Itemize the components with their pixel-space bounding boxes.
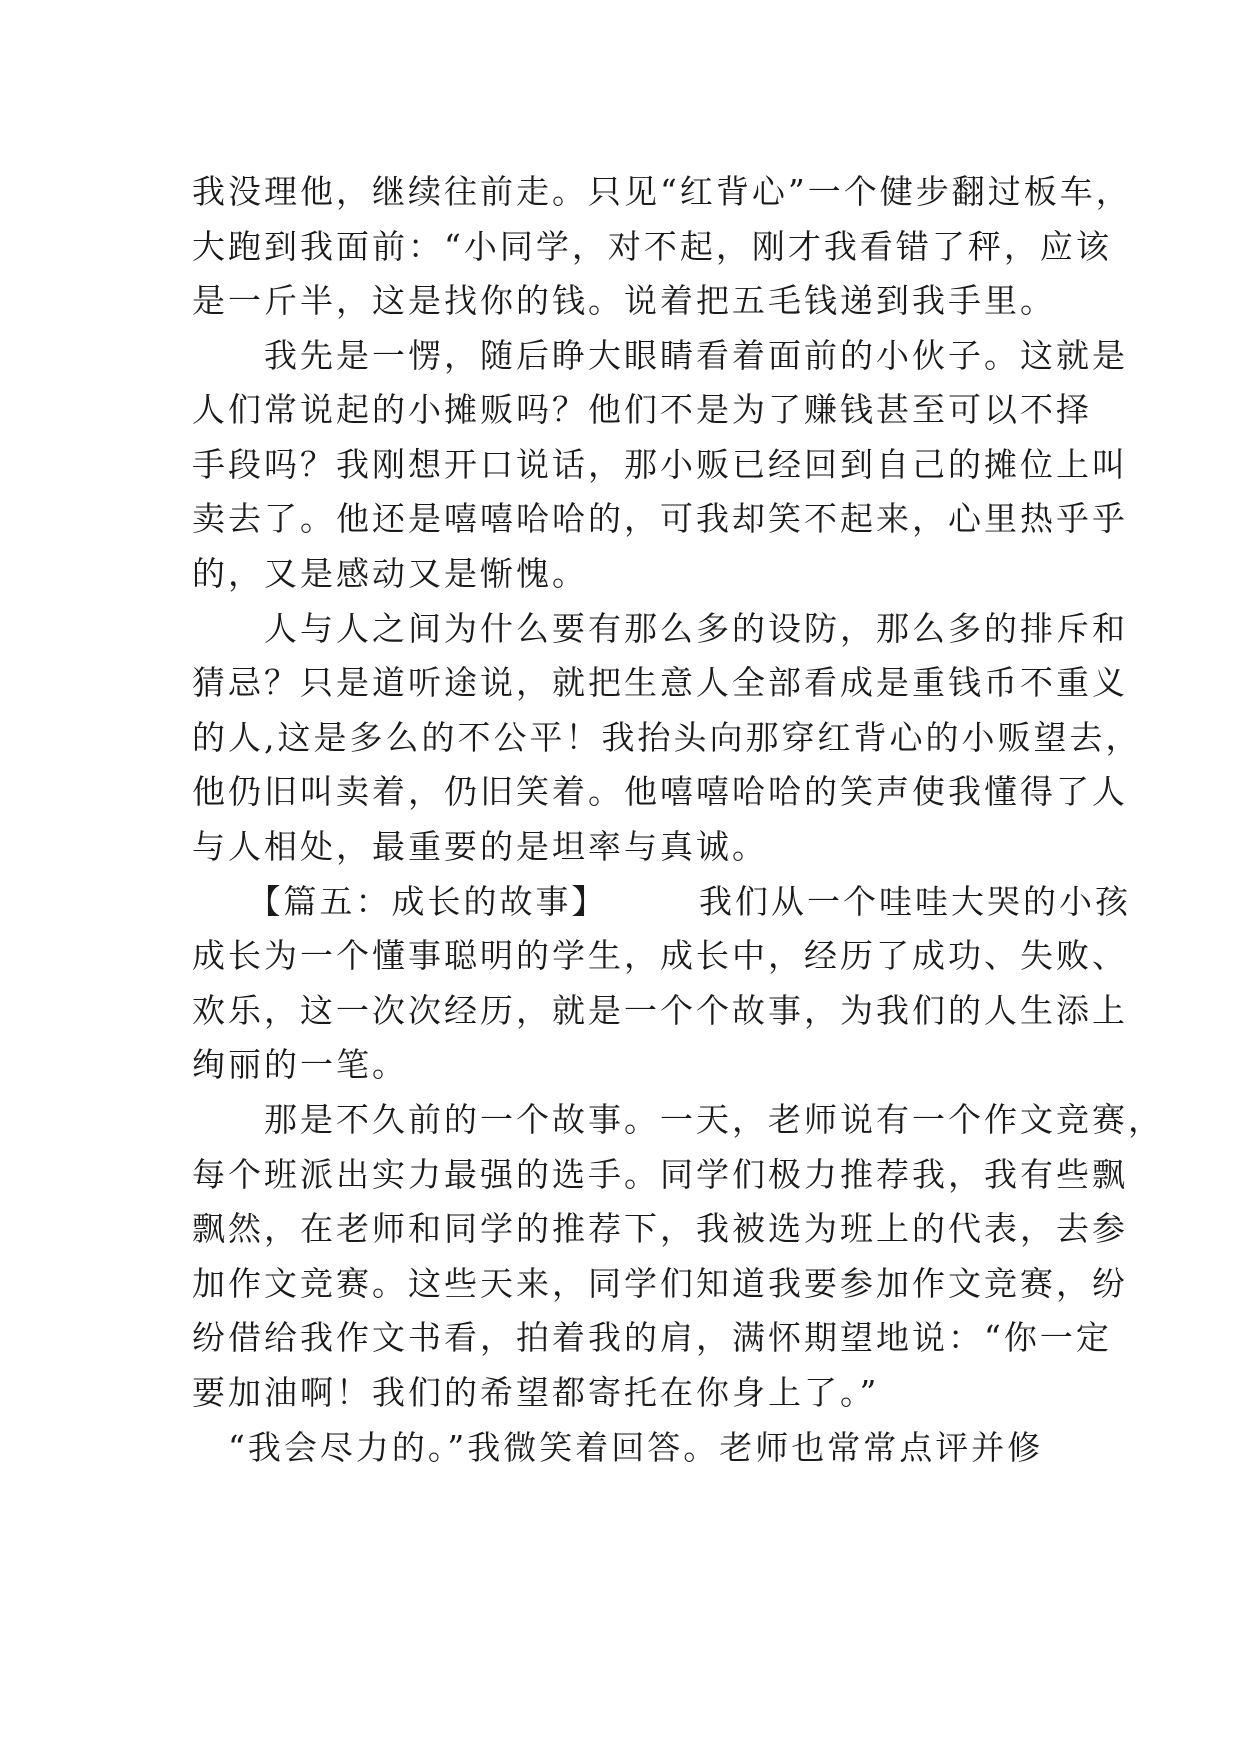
- text-line: 我先是一愣，随后睁大眼睛看着面前的小伙子。这就是: [192, 336, 1128, 375]
- text-line: 每个班派出实力最强的选手。同学们极力推荐我，我有些飘: [192, 1155, 1128, 1194]
- text-line: “我会尽力的。”我微笑着回答。老师也常常点评并修: [192, 1428, 1044, 1467]
- text-line: 加作文竞赛。这些天来，同学们知道我要参加作文竞赛，纷: [192, 1264, 1128, 1303]
- text-line: 的人,这是多么的不公平！我抬头向那穿红背心的小贩望去，: [192, 718, 1142, 757]
- text-line: 成长为一个懂事聪明的学生，成长中，经历了成功、失败、: [192, 936, 1128, 975]
- text-line: 要加油啊！我们的希望都寄托在你身上了。”: [192, 1373, 880, 1412]
- text-line: 飘然，在老师和同学的推荐下，我被选为班上的代表，去参: [192, 1209, 1128, 1248]
- text-line: 是一斤半，这是找你的钱。说着把五毛钱递到我手里。: [192, 281, 1056, 320]
- text-line: 卖去了。他还是嘻嘻哈哈的，可我却笑不起来，心里热乎乎: [192, 499, 1128, 538]
- text-line: 他仍旧叫卖着，仍旧笑着。他嘻嘻哈哈的笑声使我懂得了人: [192, 772, 1128, 811]
- text-line: 猜忌？只是道听途说，就把生意人全部看成是重钱币不重义: [192, 663, 1128, 702]
- text-line: 那是不久前的一个故事。一天，老师说有一个作文竞赛，: [192, 1100, 1164, 1139]
- text-line: 欢乐，这一次次经历，就是一个个故事，为我们的人生添上: [192, 991, 1128, 1030]
- text-line: 与人相处，最重要的是坦率与真诚。: [192, 827, 768, 866]
- text-line: 纷借给我作文书看，拍着我的肩，满怀期望地说：“你一定: [192, 1318, 1112, 1357]
- text-line: 绚丽的一笔。: [192, 1045, 408, 1084]
- text-line: 人与人之间为什么要有那么多的设防，那么多的排斥和: [192, 609, 1128, 648]
- text-line: 的，又是感动又是惭愧。: [192, 554, 588, 593]
- section-heading-line: 【篇五：成长的故事】 我们从一个哇哇大哭的小孩: [192, 882, 1131, 921]
- text-line: 我没理他，继续往前走。只见“红背心”一个健步翻过板车，: [192, 172, 1132, 211]
- text-line: 手段吗？我刚想开口说话，那小贩已经回到自己的摊位上叫: [192, 445, 1128, 484]
- text-line: 人们常说起的小摊贩吗？他们不是为了赚钱甚至可以不择: [192, 390, 1092, 429]
- text-line: 大跑到我面前：“小同学，对不起，刚才我看错了秤，应该: [192, 227, 1112, 266]
